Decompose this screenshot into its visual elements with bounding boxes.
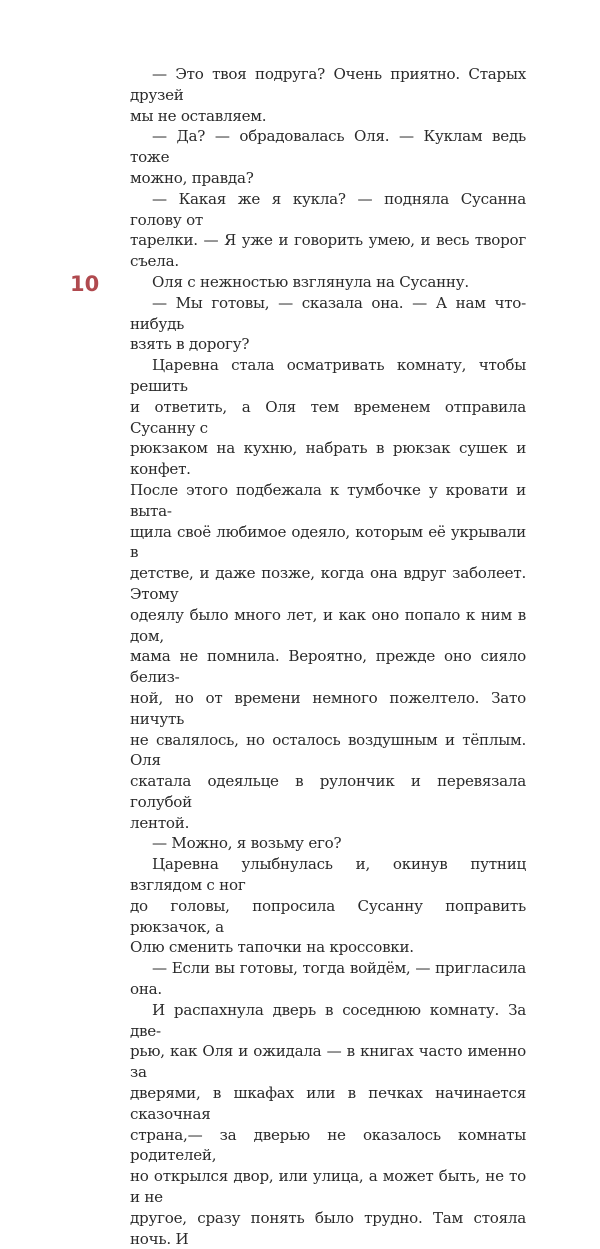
paragraph: — Если вы готовы, тогда войдём, — пригласила она. (130, 959, 526, 999)
body-text (130, 64, 526, 1249)
page-number: 10 (70, 272, 100, 296)
paragraph: — Да? — обрадовалась Оля. — Куклам ведь тоже можно, правда? (130, 127, 526, 187)
paragraph: Царевна улыбнулась и, окинув путниц взглядом с ног до головы, попросила Сусанну поправить рюкзачок, а Олю сменить тапочки на кроссовки. (130, 855, 526, 957)
paragraph: — Можно, я возьму его? (152, 834, 342, 853)
paragraph: И распахнула дверь в соседнюю комнату. За две- рью, как Оля и ожидала — в книгах часто именно за дверями, в шкафах или в печках начинается сказочная страна,— за дверью не оказалось комнаты родителей, но открылся двор, или улица, а может быть, не то и не другое, сразу понять было трудно. Там стояла ночь. И (130, 1000, 526, 1248)
paragraph: — Какая же я кукла? — подняла Сусанна голову от тарелки. — Я уже и говорить умею, и весь творог съела. (130, 189, 526, 271)
paragraph: — Мы готовы, — сказала она. — А нам что-нибудь взять в дорогу? (130, 293, 526, 354)
paragraph: — Это твоя подруга? Очень приятно. Старых друзей мы не оставляем. (130, 65, 526, 125)
paragraph: Царевна стала осматривать комнату, чтобы решить и ответить, а Оля тем временем отправила Сусанну с рюкзаком на кухню, набрать в рюкзак сушек и конфет. После этого подбежала к тумбочке у кровати и выта- щила своё любимое одеяло, которым её укрывали в детстве, и даже позже, когда она вдруг заболеет. Этому одеялу было много лет, и как оно попало к ним в дом, мама не помнила. Вероятно, прежде оно сияло белиз- ной, но от времени немного пожелтело. Зато ничуть не свалялось, но осталось воздушным и тёплым. Оля скатала одеяльце в рулончик и перевязала голубой лентой. (130, 356, 526, 832)
paragraph: Оля с нежностью взглянула на Сусанну. (152, 272, 469, 291)
